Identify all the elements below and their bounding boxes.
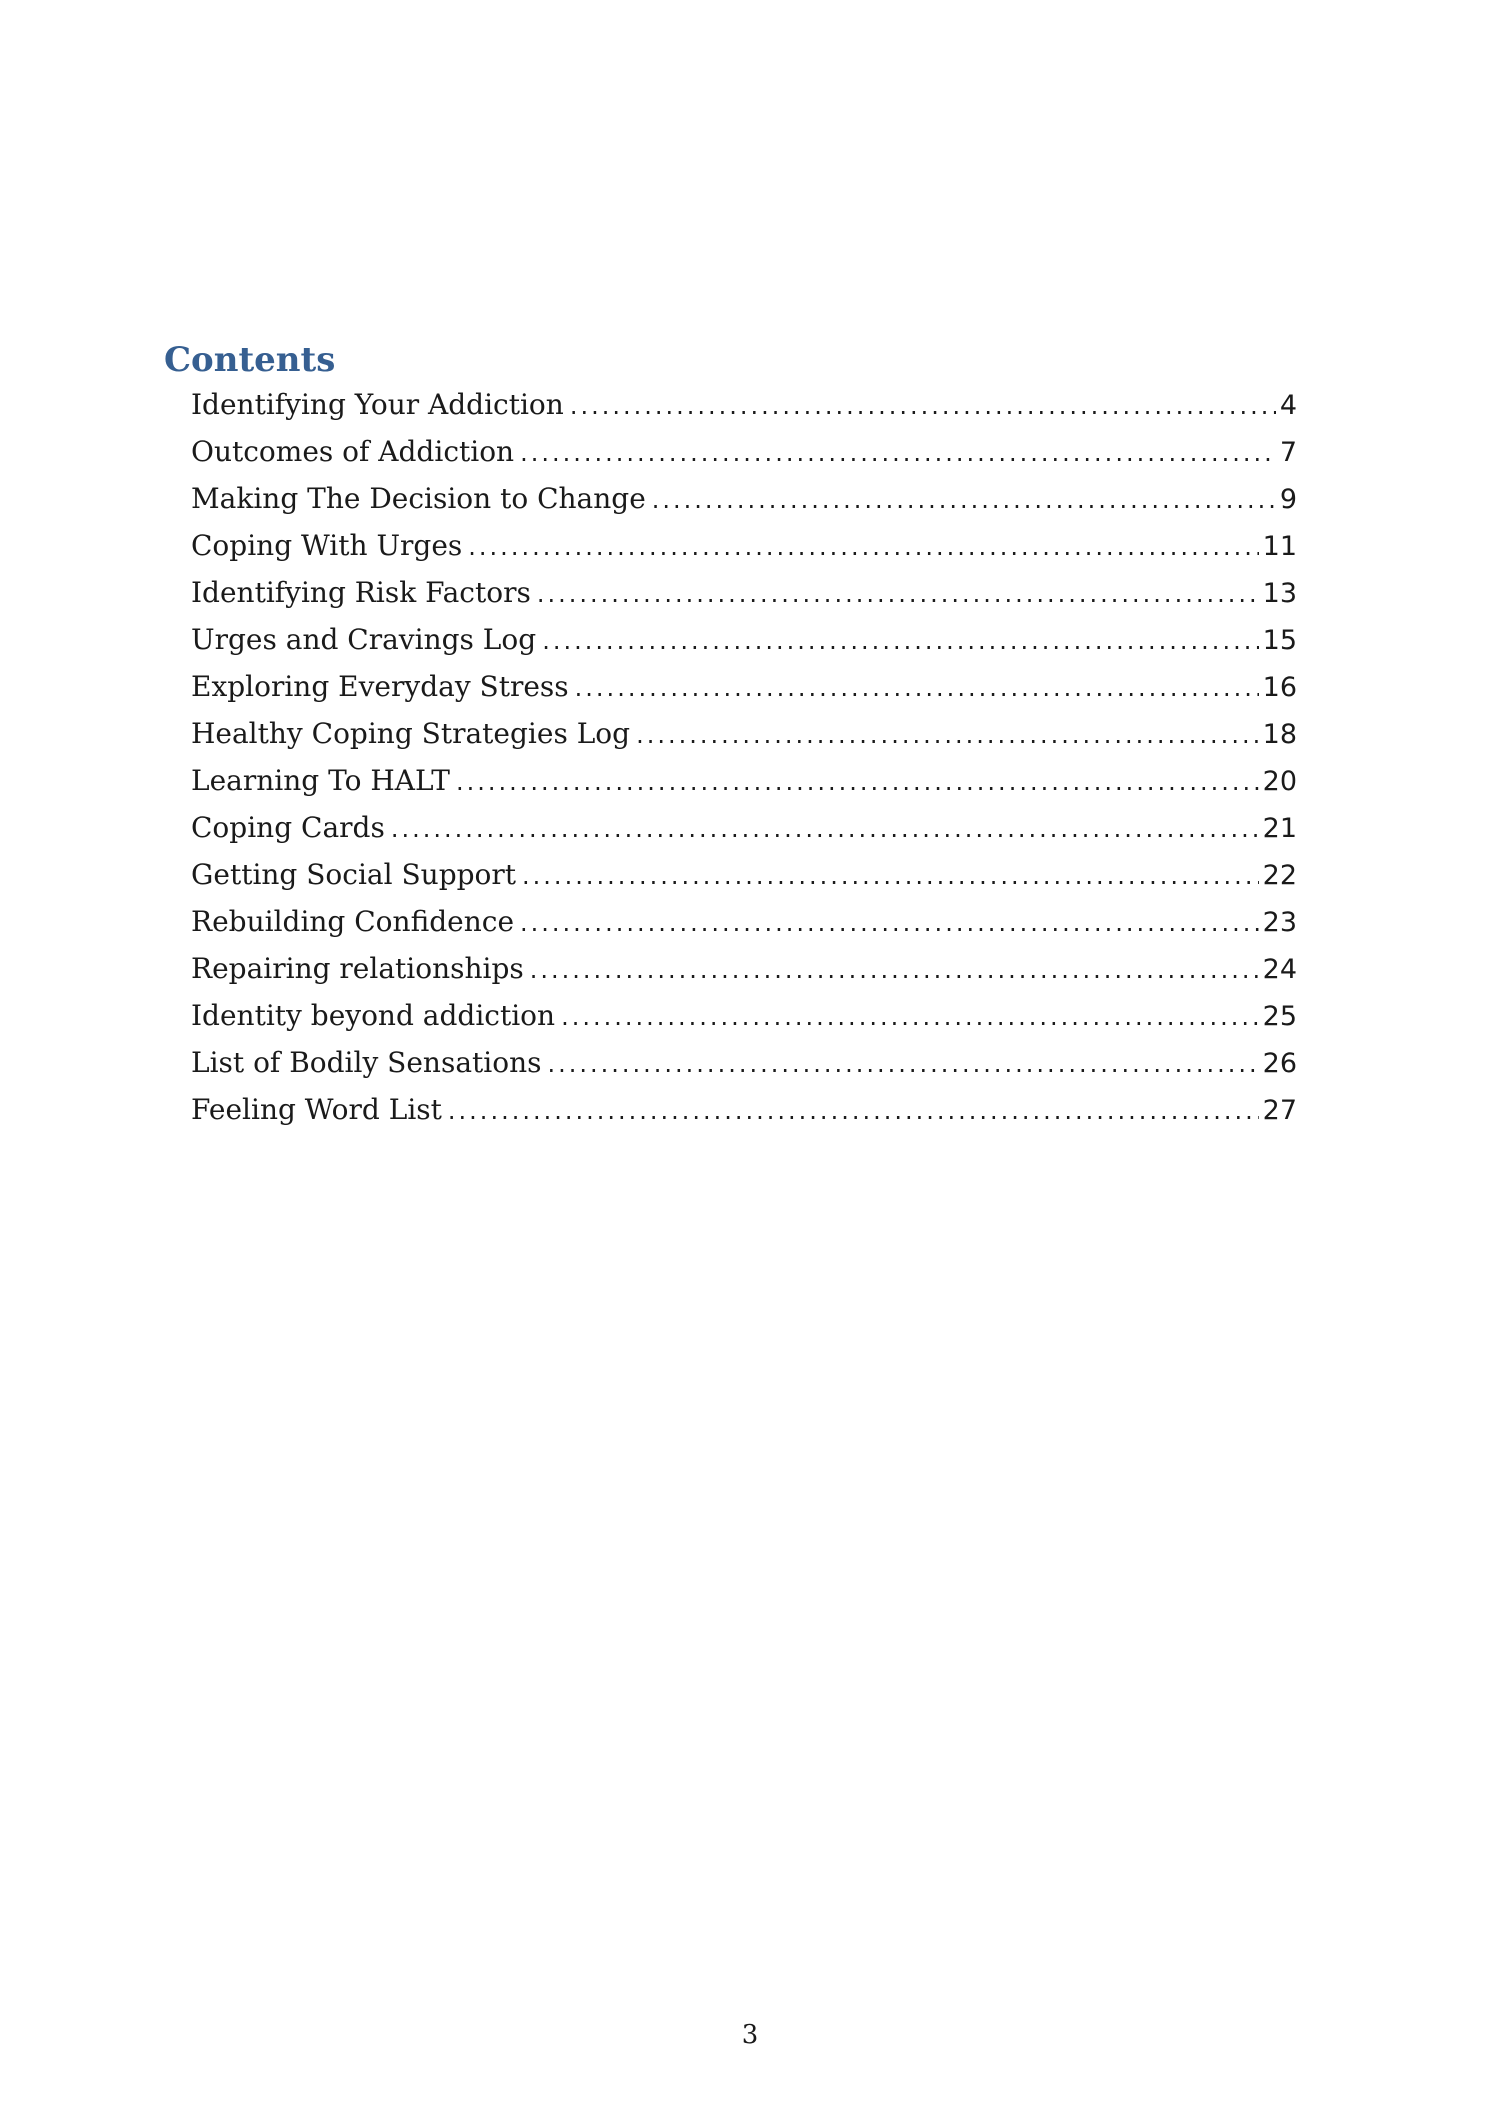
toc-entry-page: 25 — [1262, 1001, 1297, 1032]
toc-dot-leader — [530, 947, 1259, 994]
toc-entry-title: Getting Social Support — [191, 858, 517, 891]
toc-entry[interactable] — [191, 945, 1297, 992]
toc-entry[interactable] — [191, 804, 1297, 851]
toc-entry-page: 21 — [1262, 813, 1297, 844]
toc-dot-leader — [520, 430, 1276, 477]
page-number: 3 — [741, 2020, 759, 2050]
toc-entry-page: 9 — [1279, 484, 1297, 515]
toc-entry[interactable] — [191, 992, 1297, 1039]
toc-entry-title: Coping With Urges — [191, 529, 463, 562]
toc-entry-title: Repairing relationships — [191, 952, 524, 985]
toc-entry-page: 16 — [1262, 672, 1297, 703]
toc-entry-page: 4 — [1279, 390, 1297, 421]
toc-entry[interactable] — [191, 616, 1297, 663]
toc-entry-page: 7 — [1279, 437, 1297, 468]
toc-entry-page: 11 — [1262, 531, 1297, 562]
toc-entry[interactable] — [191, 757, 1297, 804]
toc-dot-leader — [537, 571, 1259, 618]
toc-dot-leader — [522, 853, 1259, 900]
toc-entry-page: 26 — [1262, 1048, 1297, 1079]
contents-heading: Contents — [164, 340, 336, 380]
toc-entry-page: 22 — [1262, 860, 1297, 891]
toc-dot-leader — [575, 665, 1259, 712]
toc-entry[interactable] — [191, 710, 1297, 757]
toc-dot-leader — [456, 759, 1259, 806]
toc-entry-title: Healthy Coping Strategies Log — [191, 717, 631, 750]
toc-entry-page: 27 — [1262, 1095, 1297, 1126]
toc-entry-title: Exploring Everyday Stress — [191, 670, 569, 703]
toc-entry[interactable] — [191, 475, 1297, 522]
toc-entry-page: 23 — [1262, 907, 1297, 938]
toc-dot-leader — [570, 383, 1276, 430]
toc-dot-leader — [542, 618, 1258, 665]
toc-entry-title: Coping Cards — [191, 811, 385, 844]
toc-entry-title: Urges and Cravings Log — [191, 623, 537, 656]
toc-dot-leader — [520, 900, 1259, 947]
toc-entry[interactable] — [191, 569, 1297, 616]
toc-entry[interactable] — [191, 1086, 1297, 1133]
toc-entry[interactable] — [191, 851, 1297, 898]
toc-entry[interactable] — [191, 1039, 1297, 1086]
table-of-contents — [191, 381, 1297, 1133]
toc-entry-title: Identity beyond addiction — [191, 999, 556, 1032]
toc-entry-title: Outcomes of Addiction — [191, 435, 515, 468]
toc-dot-leader — [652, 477, 1276, 524]
toc-dot-leader — [468, 524, 1258, 571]
toc-entry-page: 18 — [1262, 719, 1297, 750]
toc-entry[interactable] — [191, 522, 1297, 569]
toc-entry[interactable] — [191, 898, 1297, 945]
toc-entry-page: 24 — [1262, 954, 1297, 985]
toc-dot-leader — [391, 806, 1259, 853]
toc-entry-page: 15 — [1262, 625, 1297, 656]
toc-entry[interactable] — [191, 381, 1297, 428]
toc-dot-leader — [548, 1041, 1259, 1088]
toc-entry-title: Identifying Risk Factors — [191, 576, 531, 609]
toc-entry-page: 13 — [1262, 578, 1297, 609]
toc-dot-leader — [561, 994, 1259, 1041]
toc-entry-title: Feeling Word List — [191, 1093, 442, 1126]
toc-entry-title: Making The Decision to Change — [191, 482, 646, 515]
toc-entry-title: Rebuilding Confidence — [191, 905, 515, 938]
toc-entry[interactable] — [191, 428, 1297, 475]
toc-entry[interactable] — [191, 663, 1297, 710]
toc-entry-page: 20 — [1262, 766, 1297, 797]
toc-entry-title: Identifying Your Addiction — [191, 388, 564, 421]
toc-dot-leader — [448, 1088, 1259, 1135]
toc-entry-title: List of Bodily Sensations — [191, 1046, 542, 1079]
toc-dot-leader — [636, 712, 1259, 759]
toc-entry-title: Learning To HALT — [191, 764, 450, 797]
